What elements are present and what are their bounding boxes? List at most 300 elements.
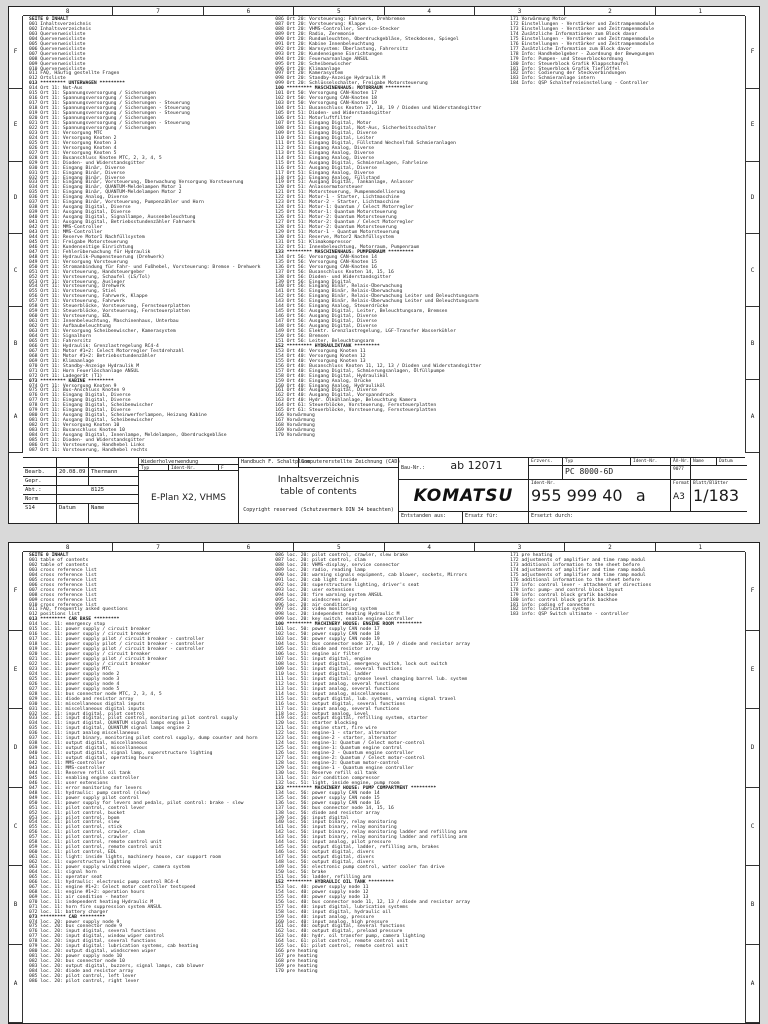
toc-entry: 157 Ort 40: Eingang Digital, Schmierungsanlagen, Ölfüllpumpe xyxy=(275,368,445,374)
ruler-column-label: 7 xyxy=(113,7,203,15)
handbuch-label: Handbuch F. Schaltpläne xyxy=(239,458,299,468)
toc-entry: 117 loc. 51: input analog, several functions xyxy=(275,706,400,712)
toc-entry: 160 Ort 40: Eingang Analog, Hydrauliköl xyxy=(275,383,386,389)
toc-entry: 178 Info: Handhebelgeber - Zuordnung der Bewegungen xyxy=(510,51,655,57)
toc-entry: 122 Ort 51: Motor-1 - Starter, Lichtmaschine xyxy=(275,195,400,201)
format-cell xyxy=(671,480,691,512)
toc-entry: 086 Ort 11: Vorsteuerung, Handhebel Links xyxy=(29,442,145,448)
toc-entry: 172 Einstellungen - Verstärker und Zeitrampenmodule xyxy=(510,21,655,27)
toc-entry: 006 cross reference list xyxy=(29,582,97,588)
toc-entry: 097 loc. 20: video monitoring system xyxy=(275,607,377,613)
ruler-row-label: D xyxy=(9,162,22,235)
toc-entry: 010 cross reference list xyxy=(29,602,97,608)
toc-entry: 163 loc. 40: hydr. oil transfer pump, camera lighting xyxy=(275,934,425,940)
toc-entry: 126 Ort 51: Motor-2: Quantum Motorsteuerung xyxy=(275,215,397,221)
toc-entry: 051 Ort 11: Vorsteuerung, Handsteuergeber xyxy=(29,269,145,275)
toc-entry: 017 Ort 11: Spannungsversorgung / Sicherungen - Steuerung xyxy=(29,101,190,107)
toc-entry: 116 Ort 51: Ausgang Digital, Diverse xyxy=(275,165,377,171)
toc-entry: 156 Ort 40: Busanschluss Knoten 11, 12, 13 / Dioden und Widerstandsgitter xyxy=(275,363,482,369)
toc-entry: 176 Einstellungen - Verstärker und Zeitrampenmodule xyxy=(510,41,655,47)
toc-entry: 089 loc. 20: radio, reading lamp xyxy=(275,567,366,573)
toc-entry: 181 info: coding of connectors xyxy=(510,602,595,608)
toc-entry: 183 Info: Schmieranlage intern xyxy=(510,76,595,82)
toc-entry: 016 Ort 11: Spannungsversorgung / Sicherungen xyxy=(29,96,156,102)
toc-entry: 092 loc. 20: superstructure lighting, driver's seat xyxy=(275,582,420,588)
toc-entry: 120 Ort 51: Anlassermotorsteuer xyxy=(275,185,363,191)
toc-entry: 109 Ort 51: Eingang Digital, Diverse xyxy=(275,130,377,136)
toc-entry: 064 loc. 11: signal horn xyxy=(29,870,97,875)
toc-entry: 152 ********* HYDRAULIKTANK ********* xyxy=(275,343,380,349)
toc-entry: 029 loc. 11: diode and resistor array xyxy=(29,696,134,702)
toc-entry: 160 loc. 40: input analog, high pressure xyxy=(275,919,389,925)
toc-entry: 081 loc. 20: power supply node 10 xyxy=(29,954,123,960)
toc-entry: 098 loc. 20: independent heating Hydraulic M xyxy=(275,612,400,618)
toc-column-1 xyxy=(29,18,269,453)
toc-entry: 104 Ort 51: Busanschluss Knoten 17, 18, 19 / Dioden und Widerstandsgitter xyxy=(275,106,482,112)
toc-entry: 145 Ort 56: Ausgang Digital, Leiter, Beleuchtungsarm, Bremsen xyxy=(275,309,448,315)
toc-entry: 108 Ort 51: Eingang Digital, Not-Aus, Sicherheitsschalter xyxy=(275,125,437,131)
toc-entry: 038 Ort 11: Ausgang Digital, Diverse xyxy=(29,205,131,211)
ruler-column-label: 8 xyxy=(23,7,113,15)
toc-entry: 022 Ort 11: Spannungsversorgung / Sicherungen xyxy=(29,125,156,131)
toc-entry: 133 ********* MASCHINENHAUS: PUMPENRAUM ********* xyxy=(275,249,414,255)
title-block xyxy=(23,457,745,523)
ident-nr-label: Ident-Nr. xyxy=(631,458,671,466)
toc-entry: 159 Ort 40: Eingang Analog, Drücke xyxy=(275,378,372,384)
ruler-row-label: A xyxy=(746,380,759,453)
toc-entry: 144 loc. 56: input analog, pilot pressure xyxy=(275,840,392,846)
bearb-name: Thermann xyxy=(89,468,139,477)
toc-entry: 143 Ort 56: Eingang Binär, Relais-Überwachung Leiter und Beleuchtungsarm xyxy=(275,299,479,305)
toc-entry: 105 loc. 51: diode and resistor array xyxy=(275,647,380,653)
toc-entry: 102 loc. 50: power supply CAN node 18 xyxy=(275,632,380,638)
toc-entry: 032 loc. 11: input digital, pilot control xyxy=(29,711,145,717)
toc-entry: 013 ********* CAR BASE ********* xyxy=(29,617,120,623)
toc-entry: 087 Ort 11: Vorsteuerung, Handhebel rechts xyxy=(29,447,148,453)
toc-entry: 121 Ort 51: Motorsteuerung, Pumpenmodellierung xyxy=(275,190,406,196)
toc-entry: 091 Ort 20: Kabine Innenbeleuchtung xyxy=(275,41,375,47)
ident-number: 955 999 40 xyxy=(531,486,623,505)
toc-entry: 062 loc. 11: superstructure lighting xyxy=(29,860,131,866)
toc-entry: 054 Ort 11: Vorsteuerung, Drehwerk xyxy=(29,284,125,290)
toc-entry: 137 loc. 56: bus connector node 14, 15, 16 xyxy=(275,805,394,811)
toc-entry: 074 Ort 11: Versorgung Knoten 9 xyxy=(29,383,117,389)
ruler-row-label: D xyxy=(746,162,759,235)
toc-entry: 162 Ort 40: Ausgang Digital, Vorspanndruck xyxy=(275,393,394,399)
toc-entry: 150 loc. 56: brake xyxy=(275,870,327,875)
toc-entry: 056 loc. 11: pilot control, crawler, clam xyxy=(29,830,145,836)
toc-entry: 022 loc. 11: power supply / circuit breaker xyxy=(29,661,151,667)
entstanden-label: Entstanden aus: xyxy=(399,512,463,524)
ruler-column-label: 1 xyxy=(698,8,703,15)
bau-nr-value: ab 12071 xyxy=(450,459,503,472)
row-ruler-right xyxy=(745,16,759,453)
toc-entry: 045 Ort 11: Freigabe Motorsteuerung xyxy=(29,239,128,245)
toc-entry: 043 loc. 11: MMS-controller xyxy=(29,765,106,771)
toc-entry: 040 loc. 11: output digital, signal lamp, superstructure lighting xyxy=(29,751,213,757)
toc-entry: 142 loc. 56: input binary, relay monitoring ladder and refilling arm xyxy=(275,830,468,836)
ruler-row-label: C xyxy=(746,788,759,867)
toc-entry: 071 Ort 11: Horn Feuerlöschanlage ANSUL xyxy=(29,368,140,374)
toc-entry: 123 loc. 51: engine-2 - starter, alternator xyxy=(275,736,397,742)
drawing-sheet-german xyxy=(8,6,760,524)
toc-entry: 037 Ort 11: Eingang Binär, Vorsteuerung, Pumpenzähler und Horn xyxy=(29,200,204,206)
format-label: Format xyxy=(673,481,690,486)
ruler-row-label: C xyxy=(9,788,22,867)
toc-entry: 154 Ort 40: Versorgung Knoten 12 xyxy=(275,353,366,359)
row-ruler-left xyxy=(9,16,23,453)
toc-entry: 121 loc. 51: engine start, fire wire xyxy=(275,726,377,732)
toc-entry: 173 Einstellungen - Verstärker und Zeitrampenmodule xyxy=(510,26,655,32)
toc-entry: 066 Ort 11: Hydraulik: Grenzlastregelung RC4-4 xyxy=(29,343,159,349)
toc-entry: 106 Ort 51: Motorluftfilter xyxy=(275,116,352,122)
toc-entry: 093 Ort 20: Kundeneigene Einrichtungen xyxy=(275,51,383,57)
toc-entry: 034 loc. 11: input digital, QUANTUM signal lamps engine 1 xyxy=(29,721,190,727)
komatsu-logo: KOMATSU xyxy=(413,485,514,506)
document-title-cell xyxy=(239,468,399,524)
toc-entry: 166 pre heating xyxy=(275,949,318,955)
toc-entry: 101 Ort 50: Versorgung CAN-Knoten 17 xyxy=(275,91,377,97)
toc-entry: 041 Ort 11: Ausgang Digital, Betriebsstundenzähler Fahrwerk xyxy=(29,220,196,226)
toc-entry: 036 loc. 11: input analog miscellaneous xyxy=(29,731,140,737)
bau-nr-cell xyxy=(399,458,529,480)
toc-entry: 047 loc. 11: error monitoring for levers xyxy=(29,785,142,791)
toc-entry: 080 loc. 20: output digital, windscreen wiper xyxy=(29,949,156,955)
aen-value: 9077 xyxy=(671,466,691,480)
toc-entry: 114 loc. 51: input analog, miscellaneous xyxy=(275,691,389,697)
toc-entry: 028 loc. 11: bus connector node MTC, 2, 3, 4, 5 xyxy=(29,691,162,697)
toc-entry: 090 Ort 20: Rundumleuchten, Oberdruckgebläse, Steckdosen, Spiegel xyxy=(275,36,459,42)
toc-entry: 181 Info: Steuerblock Grafik Tieflöffel xyxy=(510,66,621,72)
toc-entry: 036 Ort 11: Eingang Analog, Diverse xyxy=(29,195,128,201)
toc-entry: 044 Ort 11: Reserve Motor1 Nachfüllsystem xyxy=(29,234,145,240)
toc-entry: 114 Ort 51: Eingang Analog, Diverse xyxy=(275,155,375,161)
toc-entry: 177 info: control lever - attachment of directions xyxy=(510,582,652,588)
sheet-count: 1/183 xyxy=(693,486,740,505)
ruler-column-label: 6 xyxy=(204,543,294,551)
toc-entry: 135 Ort 56: Versorgung CAN-Knoten 15 xyxy=(275,259,377,265)
toc-entry: 113 Ort 51: Eingang Analog, Diverse xyxy=(275,150,375,156)
ruler-column-label: 8 xyxy=(23,543,113,551)
toc-entry: 146 loc. 56: output digital, divers xyxy=(275,850,375,856)
toc-entry: 169 Vorwärmung xyxy=(275,428,315,434)
toc-entry: 023 loc. 11: power supply MTC xyxy=(29,666,111,672)
toc-entry: 003 Querverweisliste xyxy=(29,31,86,37)
toc-entry: 052 loc. 11: pilot control, bucket xyxy=(29,810,125,816)
toc-entry: 057 Ort 11: Vorsteuerung, Fahrwerk xyxy=(29,299,125,305)
sheet-count-cell xyxy=(691,480,747,512)
toc-entry: 031 Ort 11: Eingang Binär, Diverse xyxy=(29,170,125,176)
ruler-column-label: 6 xyxy=(204,7,294,15)
toc-entry: 091 loc. 20: cab light inside xyxy=(275,577,358,583)
ruler-row-label: E xyxy=(9,89,22,162)
toc-entry: 053 Ort 11: Vorsteuerung, Ausleger xyxy=(29,279,125,285)
toc-entry: 027 loc. 11: power supply node 5 xyxy=(29,686,120,692)
reuse-type: Typ xyxy=(139,465,169,471)
toc-entry: 122 loc. 51: engine-1 - starter, alternator xyxy=(275,731,397,737)
toc-entry: 157 loc. 40: input digital, lubrication systems xyxy=(275,904,408,910)
table-of-contents-body xyxy=(29,554,739,1017)
toc-entry: 075 loc. 20: bus connector node 9 xyxy=(29,924,123,930)
toc-entry: 065 Ort 11: Fahrersitz xyxy=(29,338,92,344)
toc-entry: 002 Inhaltsverzeichnis xyxy=(29,26,92,32)
toc-entry: 060 Ort 11: Vorsteuerung, EDL xyxy=(29,314,111,320)
toc-entry: 034 Ort 11: Eingang Binär, QUANTUM-Meldelampen Motor 1 xyxy=(29,185,182,191)
toc-entry: 032 Ort 11: Eingang Binär, Diverse xyxy=(29,175,125,181)
toc-entry: 155 Ort 40: Versorgung Knoten 13 xyxy=(275,358,366,364)
toc-entry: 024 loc. 11: power supply node 2 xyxy=(29,671,120,677)
toc-entry: 108 loc. 51: input digital, emergency switch, lock out switch xyxy=(275,661,448,667)
toc-entry: 141 loc. 56: input binary, relay monitoring xyxy=(275,825,397,831)
toc-entry: 079 Ort 11: Eingang Digital, Diverse xyxy=(29,408,131,414)
toc-entry: 127 Ort 51: Motor-2: Quantum / Celect Motorregler xyxy=(275,220,414,226)
toc-entry: 109 loc. 51: input digital, several functions xyxy=(275,666,403,672)
toc-entry: 147 Ort 56: Ausgang Digital, Diverse xyxy=(275,319,377,325)
toc-entry: 174 adjustments of amplifier and time ramp modul xyxy=(510,567,646,573)
ruler-column-label: 5 xyxy=(294,543,384,551)
toc-entry: 078 loc. 20: input digital, several functions xyxy=(29,939,156,945)
ruler-column-label: 3 xyxy=(475,543,565,551)
toc-entry: 074 loc. 20: power supply node 9 xyxy=(29,919,120,925)
eplan-title: E-Plan X2, VHMS xyxy=(139,471,239,524)
toc-entry: 132 Ort 51: Innenbeleuchtung, Motorraum, Pumpenraum xyxy=(275,244,420,250)
toc-entry: 183 info: QSP Switch ultimate - controller xyxy=(510,612,629,618)
toc-entry: 030 loc. 11: miscellaneous digital inputs xyxy=(29,701,145,707)
norm-label: Norm xyxy=(23,495,57,504)
toc-entry: 081 Ort 11: Ausgang Digital, Scheibenwischer xyxy=(29,418,154,424)
toc-entry: 050 loc. 11: power supply for levers and pedals, pilot control: brake - slew xyxy=(29,800,244,806)
toc-entry: 134 loc. 56: power supply CAN node 14 xyxy=(275,790,380,796)
toc-entry: 076 Ort 11: Eingang Digital, Diverse xyxy=(29,393,131,399)
toc-entry: 102 Ort 50: Versorgung CAN-Knoten 18 xyxy=(275,96,377,102)
toc-entry: 115 loc. 51: output digital, lub. systems, warning signal travel xyxy=(275,696,456,702)
toc-entry: 125 Ort 51: Motor-1: Quantum Motorsteuerung xyxy=(275,210,397,216)
toc-entry: 061 loc. 11: light: inside lights, machinery house, car support room xyxy=(29,855,221,861)
ruler-column-label: 4 xyxy=(385,7,475,15)
toc-entry: 167 Vorwärmung xyxy=(275,418,315,424)
toc-entry: 118 loc. 51: output analog, Level xyxy=(275,711,369,717)
toc-entry: 173 additional information to the sheet before xyxy=(510,562,640,568)
toc-entry: 107 Ort 51: Eingang Digital, Motor xyxy=(275,121,372,127)
ident-index: a xyxy=(635,486,646,505)
toc-entry: 073 ********* CAB ********* xyxy=(29,914,106,920)
ruler-row-label: E xyxy=(746,631,759,710)
ruler-row-label: D xyxy=(9,709,22,788)
toc-entry: 043 Ort 11: MMS-Controller xyxy=(29,229,103,235)
toc-entry: 096 loc. 20: air condition xyxy=(275,602,349,608)
reuse-label: Wiederholverwendung xyxy=(139,458,239,465)
copyright-note: Copyright reserved (Schutzvermerk DIN 34 beachten) xyxy=(243,507,394,513)
toc-entry: 097 Ort 20: Kamerasystem xyxy=(275,71,344,77)
ersetzt-label: Ersetzt durch: xyxy=(531,513,574,519)
format-value: A3 xyxy=(673,492,685,502)
ruler-row-label: A xyxy=(9,945,22,1024)
toc-entry: 044 loc. 11: Reserve refill oil tank xyxy=(29,770,131,776)
logo-cell xyxy=(399,480,529,512)
toc-entry: 111 Ort 51: Eingang Digital, Füllstand Wechselfaß Schmieranlagen xyxy=(275,140,456,146)
toc-entry: 182 Info: Codierung der Steckverbindungen xyxy=(510,71,626,77)
toc-entry: 115 Ort 51: Ausgang Digital, Schmieranlagen, Fahrleine xyxy=(275,160,428,166)
toc-entry: 162 loc. 40: output digital, preload pressure xyxy=(275,929,403,935)
toc-entry: 014 Ort 11: Not-Aus xyxy=(29,86,83,92)
page-header: SEITE 0 INHALT xyxy=(29,17,69,22)
typ-value: PC 8000-6D xyxy=(563,466,671,480)
toc-entry: 012 Ortsliste xyxy=(29,76,66,82)
toc-entry: 072 loc. 11: battery charger xyxy=(29,909,109,915)
toc-entry: 070 loc. 11: independent heating Hydraulic M xyxy=(29,899,154,905)
toc-entry: 065 loc. 11: operator seat xyxy=(29,874,103,880)
toc-entry: 138 loc. 56: diode and resistor array xyxy=(275,810,380,816)
toc-entry: 084 loc. 20: diode and resistor array xyxy=(29,969,134,975)
abt-value: 8125 xyxy=(57,486,139,495)
toc-entry: 079 loc. 20: input digital: lubrication systems, cab heating xyxy=(29,944,199,950)
toc-entry: 020 Ort 11: Spannungsversorgung / Sicherungen xyxy=(29,116,156,122)
row-ruler-right xyxy=(745,552,759,1023)
toc-entry: 131 Ort 51: Klimakompressor xyxy=(275,239,352,245)
toc-entry: 154 loc. 40: power supply node 12 xyxy=(275,889,369,895)
toc-entry: 085 loc. 20: pilot control, left lever xyxy=(29,974,137,980)
toc-entry: 050 Ort 11: Stromanbindung für Fahr- und Fußhebel, Vorsteuerung: Bremse - Drehwerk xyxy=(29,264,261,270)
ruler-row-label: F xyxy=(746,552,759,631)
toc-entry: 012 positions list xyxy=(29,612,80,618)
toc-entry: 106 loc. 51: engine air filter xyxy=(275,652,360,658)
toc-entry: 118 Ort 51: Eingang Analog, Füllstand xyxy=(275,175,380,181)
toc-entry: 077 Ort 11: Eingang Digital, Diverse xyxy=(29,398,131,404)
ruler-row-label: A xyxy=(9,380,22,453)
toc-entry: 006 Querverweisliste xyxy=(29,46,86,52)
toc-entry: 048 Ort 11: Hydraulik-Pumpensteuerung (Drehwerk) xyxy=(29,254,165,260)
toc-entry: 140 Ort 56: Eingang Binär, Relais-Überwachung xyxy=(275,284,403,290)
toc-entry: 003 cross reference list xyxy=(29,567,97,573)
toc-entry: 151 Ort 56: Leiter, Beleuchtungsarm xyxy=(275,338,375,344)
toc-entry: 110 loc. 51: input digital, ladder xyxy=(275,671,372,677)
toc-entry: 046 loc. 11: user extensions xyxy=(29,780,109,786)
toc-entry: 172 adjustments of amplifier and time ramp modul xyxy=(510,557,646,563)
toc-entry: 123 Ort 51: Motor-2 - Starter, Lichtmaschine xyxy=(275,200,400,206)
toc-entry: 133 ********* MACHINERY HOUSE: PUMP COMPARTMENT ********* xyxy=(275,785,437,791)
toc-entry: 124 loc. 51: engine-1: Quantum / Celect motor-control xyxy=(275,741,425,747)
toc-column-2 xyxy=(275,18,504,453)
ruler-row-label: C xyxy=(746,234,759,307)
toc-entry: 008 cross reference list xyxy=(29,592,97,598)
toc-entry: 184 Info: QSP Schaltefreieinstellung - Controller xyxy=(510,81,649,87)
toc-entry: 126 loc. 51: engine-2 - Quantum engine controller xyxy=(275,751,414,757)
toc-entry: 116 loc. 51: output digital, several functions xyxy=(275,701,406,707)
toc-entry: 095 Ort 20: Scheibenwischer xyxy=(275,61,352,67)
toc-entry: 142 Ort 56: Eingang Binär, Relais-Überwachung Leiter und Beleuchtungsarm xyxy=(275,294,479,300)
toc-entry: 008 Querverweisliste xyxy=(29,56,86,62)
bearb-date: 20.08.09 xyxy=(57,468,89,477)
toc-entry: 124 Ort 51: Motor-1: Quantum / Celect Motorregler xyxy=(275,205,414,211)
toc-entry: 087 loc. 20: pilot control, clam xyxy=(275,557,366,563)
toc-entry: 019 Ort 11: Spannungsversorgung / Sicherungen - Steuerung xyxy=(29,111,190,117)
drawing-sheet-english xyxy=(8,542,760,1024)
toc-entry: 161 Ort 40: Ausgang Digital, Diverse xyxy=(275,388,377,394)
toc-entry: 058 Ort 11: Steuerblöcke, Vorsteuerung, Fernsteuerplatten xyxy=(29,304,190,310)
toc-entry: 155 loc. 40: power supply node 13 xyxy=(275,894,369,900)
toc-entry: 016 loc. 11: power supply / circuit breaker xyxy=(29,632,151,638)
toc-entry: 078 Ort 11: Eingang Digital, Scheibenwischer xyxy=(29,403,154,409)
toc-entry: 055 Ort 11: Vorsteuerung, Stiel xyxy=(29,289,117,295)
toc-entry: 015 loc. 11: power supply / circuit breaker xyxy=(29,627,151,633)
toc-entry: 176 additional information to the sheet before xyxy=(510,577,640,583)
toc-entry: 011 FAQ, frequently asked questions xyxy=(29,607,128,613)
toc-entry: 089 Ort 20: Radio, Zeremonie xyxy=(275,31,355,37)
toc-entry: 035 Ort 11: Eingang Binär, QUANTUM-Meldelampen Motor 2 xyxy=(29,190,182,196)
toc-entry: 161 loc. 40: output digital, several functions xyxy=(275,924,406,930)
toc-entry: 171 Vorwärmung Motor xyxy=(510,17,567,22)
toc-entry: 086 Ort 20: Vorsteuerung: Fahrwerk, Drehbremse xyxy=(275,17,406,22)
ruler-column-label: 4 xyxy=(385,543,475,551)
toc-entry: 147 loc. 56: output digital, divers xyxy=(275,855,375,861)
toc-entry: 033 loc. 11: input digital, pilot control, monitoring pilot control supply xyxy=(29,716,238,722)
ruler-row-label: B xyxy=(746,866,759,945)
toc-entry: 174 Zusätzliche Informationen zum Block davor xyxy=(510,31,638,37)
toc-entry: 134 Ort 56: Versorgung CAN-Knoten 14 xyxy=(275,254,377,260)
toc-entry: 001 Inhaltsverzeichnis xyxy=(29,21,92,27)
toc-entry: 129 loc. 51: engine-1 - Quantum engine controller xyxy=(275,765,414,771)
toc-entry: 128 Ort 51: Motor-2: Quantum Motorsteuerung xyxy=(275,225,397,231)
toc-entry: 061 Ort 11: Innenbeleuchtung, Maschinenhaus, Unterbau xyxy=(29,319,179,325)
toc-entry: 038 loc. 11: output digital, miscellaneous xyxy=(29,741,148,747)
toc-entry: 001 table of contents xyxy=(29,557,89,563)
toc-entry: 170 pre heating xyxy=(275,969,318,975)
toc-entry: 094 Ort 20: Feuerwarnanlage ANSUL xyxy=(275,56,369,62)
toc-entry: 101 loc. 50: power supply CAN node 17 xyxy=(275,627,380,633)
toc-entry: 153 loc. 40: power supply node 11 xyxy=(275,884,369,890)
toc-entry: 042 Ort 11: MMS-Controller xyxy=(29,225,103,231)
toc-entry: 014 loc. 11: emergency stop xyxy=(29,622,106,628)
toc-entry: 095 loc. 20: windscreen wiper xyxy=(275,597,358,603)
ruler-row-label: B xyxy=(9,866,22,945)
erzvers-label: Erzvers. xyxy=(529,458,563,466)
toc-entry: 054 loc. 11: pilot control, slew xyxy=(29,820,120,826)
toc-entry: 146 Ort 56: Ausgang Digital, Diverse xyxy=(275,314,377,320)
toc-entry: 180 Info: Steuerblock Grafik Klappschaufel xyxy=(510,61,629,67)
toc-entry: 132 loc. 51: light, inside engine, pump room xyxy=(275,780,400,786)
toc-entry: 137 Ort 56: Busanschluss Knoten 14, 15, 16 xyxy=(275,269,394,275)
ruler-row-label: D xyxy=(746,709,759,788)
toc-entry: 112 loc. 51: input analog, several functions xyxy=(275,681,400,687)
toc-entry: 064 Ort 11: Signalhorn xyxy=(29,334,92,339)
toc-entry: 177 Zusätzliche Information zum Block davor xyxy=(510,46,632,52)
toc-entry: 099 Ort 20: Schlüsselschalter, Freigabe Motorsteuerung xyxy=(275,81,428,87)
toc-entry: 021 loc. 11: power supply pilot / circuit breaker xyxy=(29,657,168,663)
toc-entry: 096 Ort 20: Klimaanlage xyxy=(275,66,341,72)
toc-entry: 067 Ort 11: Motor #1+2: Celect Motorregler Testdrehzahl xyxy=(29,348,185,354)
toc-entry: 165 loc. 61: pilot control, remote control unit xyxy=(275,944,408,950)
page-header: SEITE 0 INHALT xyxy=(29,553,69,558)
toc-entry: 168 pre heating xyxy=(275,959,318,965)
name-label: Name xyxy=(691,458,717,466)
toc-entry: 169 pre heating xyxy=(275,964,318,970)
toc-entry: 104 loc. 51: bus connector node 17, 18, 19 / diode and resistor array xyxy=(275,642,471,648)
toc-entry: 066 loc. 11: hydraulic: electronic pump control RC4-4 xyxy=(29,879,179,885)
cad-label: Computererstellte Zeichnung (CAD) xyxy=(299,458,399,468)
toc-entry: 112 Ort 51: Eingang Analog, Diverse xyxy=(275,145,375,151)
toc-entry: 053 loc. 11: pilot control, boom xyxy=(29,815,120,821)
toc-entry: 103 Ort 50: Versorgung CAN-Knoten 19 xyxy=(275,101,377,107)
toc-entry: 055 loc. 11: pilot control, stick xyxy=(29,825,123,831)
toc-entry: 138 Ort 56: Dioden- und Widerstandsgitter xyxy=(275,274,392,280)
toc-entry: 028 Ort 11: Busanschluss Knoten MTC, 2, 3, 4, 5 xyxy=(29,155,162,161)
toc-entry: 082 Ort 11: Versorgung Knoten 10 xyxy=(29,423,120,429)
ident-cell xyxy=(529,480,671,512)
toc-entry: 027 Ort 11: Versorgung Knoten 5 xyxy=(29,150,117,156)
toc-entry: 139 Ort 56: Eingang Digital xyxy=(275,279,352,285)
toc-entry: 178 info: pump- and control block layout xyxy=(510,587,624,593)
toc-entry: 125 loc. 51: engine-1: Quantum engine control xyxy=(275,746,403,752)
